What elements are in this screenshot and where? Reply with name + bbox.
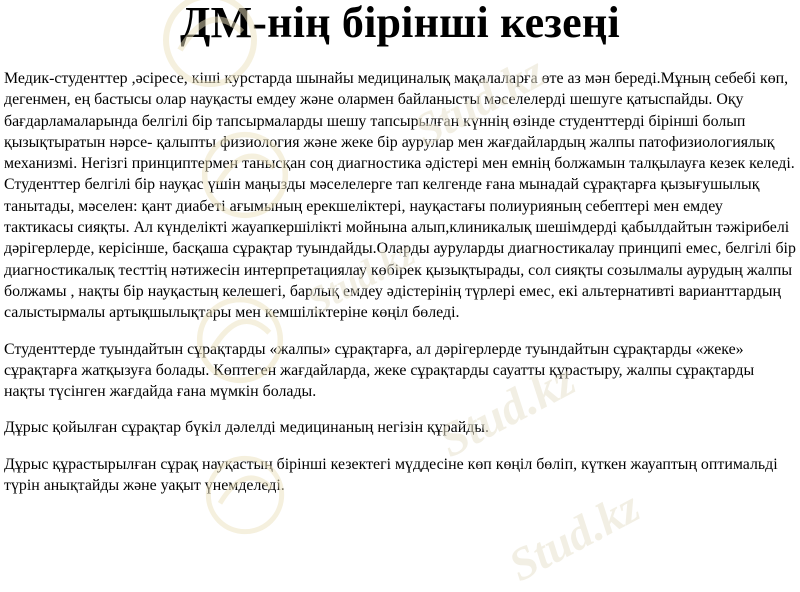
paragraph: Медик-студенттер ,әсіресе, кіші курстарда шынайы медициналық мақалаларға өте аз мән береді.Мұның себебі көп, дегенмен, ең бастысы олар науқасты емдеу және олармен байланысты мәселелерді шешуге қатыспайды. Оқу бағдарламаларында белгілі бір тапсырмаларды шешу тапсырылған күннің өзінде студенттерді бірінші болып қызықтыратын нәрсе- қалыпты физиология және жеке бір аурулар мен жағдайлардың жалпы патофизиологиялық механизмі. Негізгі принциптермен танысқан соң диагностика әдістері мен емнің болжамын талқылауға кезек келеді. Студенттер белгілі бір науқас үшін маңызды мәселелерге тап келгенде ғана мынадай сұрақтарға қызығушылық танытады, мәселен: қант диабеті ағымының ерекшеліктері, науқастағы полиурияның себептері мен емдеу тактикасы сияқты. Ал күнделікті жауапкершілікті мойнына алып,клиникалық шешімдерді қабылдайтын тәжірибелі дәрігерлерде, керісінше, басқаша сұрақтар туындайды.Оларды ауруларды диагностикалау принципі емес, белгілі бір диагностикалық тесттің нәтижесін интерпретациялау көбірек қызықтырады, сол сияқты созылмалы аурудың жалпы болжамы , нақты бір науқастың келешегі, барлық емдеу әдістерінің түрлері емес, екі альтернативті варианттардың салыстырмалы артықшылықтары мен кемшіліктеріне көңіл бөледі. xyxy=(4,70,796,322)
paragraph: Дұрыс құрастырылған сұрақ науқастың бірінші кезектегі мүддесіне көп көңіл бөліп, күткен жауаптың оптимальді түрін анықтайды және уақыт үнемделеді. xyxy=(4,455,778,495)
watermark-text: Stud.kz xyxy=(500,480,648,591)
page-title: ДМ-нің бірінші кезеңі xyxy=(180,0,620,47)
watermark-text: Stud.kz xyxy=(430,352,584,468)
paragraph: Студенттерде туындайтын сұрақтарды «жалпы» сұрақтарға, ал дәрігерлерде туындайтын сұрақтарды «жеке» сұрақтарға жатқызуға болады. Көптеген жағдайларда, жеке сұрақтарды сауатты құрастыру, жалпы сұрақтарды нақты түсінген жағдайда ғана мүмкін болады. xyxy=(4,340,755,401)
watermark-text: Stud.kz xyxy=(405,45,553,156)
document-body xyxy=(4,68,796,496)
watermark-text: Stud.kz xyxy=(300,231,422,323)
paragraph: Дұрыс қойылған сұрақтар бүкіл дәлелді медицинаның негізін құрайды. xyxy=(4,419,489,437)
